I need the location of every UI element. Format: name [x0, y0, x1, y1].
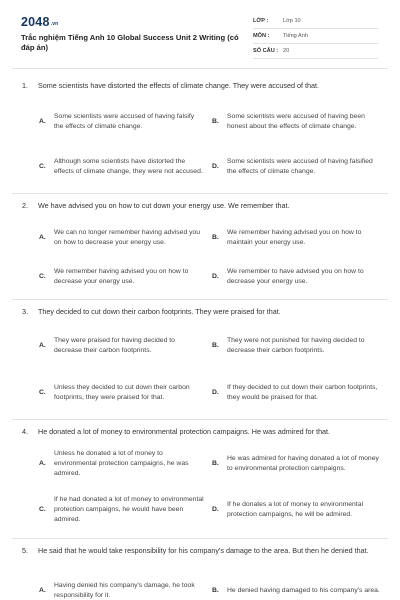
option-text: Some scientists were accused of having falsify the effects of climate change.: [54, 113, 195, 130]
option-b[interactable]: [212, 222, 384, 254]
question-number: 5.: [22, 546, 28, 555]
option-text: They were not punished for having decided to decrease their carbon footprints.: [227, 337, 365, 354]
site-logo[interactable]: [21, 15, 58, 29]
option-letter: A.: [39, 460, 46, 467]
info-row-subject: [253, 29, 378, 44]
question-prompt: Some scientists have distorted the effects of climate change. They were accused of that.: [38, 81, 319, 90]
logo-suffix: .vn: [50, 21, 59, 27]
option-letter: D.: [212, 273, 219, 280]
question-prompt: We have advised you on how to cut down your energy use. We remember that.: [38, 201, 290, 210]
info-row-grade: [253, 14, 378, 29]
question-text: [22, 306, 378, 317]
info-value: 20: [283, 48, 290, 54]
question-text: [22, 426, 378, 437]
option-c[interactable]: [39, 494, 209, 526]
option-letter: B.: [212, 234, 219, 241]
question-number: 4.: [22, 427, 28, 436]
info-value: Tiếng Anh: [283, 33, 308, 39]
page-title: Trắc nghiệm Tiếng Anh 10 Global Success Unit 2 Writing (có đáp án): [21, 33, 239, 52]
info-label: SỐ CÂU :: [253, 48, 279, 54]
question-prompt: He said that he would take responsibility for his company's damage to the area. But then he denied that.: [38, 546, 369, 555]
header: [0, 0, 400, 64]
option-b[interactable]: [212, 106, 384, 138]
option-text: If he had donated a lot of money to environmental protection campaigns, he would have been admired.: [54, 496, 204, 523]
option-d[interactable]: [212, 377, 384, 409]
option-letter: A.: [39, 234, 46, 241]
option-letter: B.: [212, 118, 219, 125]
option-d[interactable]: [212, 151, 384, 183]
divider: [12, 299, 388, 300]
option-letter: A.: [39, 587, 46, 594]
option-d[interactable]: [212, 266, 384, 288]
question-prompt: He donated a lot of money to environmental protection campaigns. He was admired for that.: [38, 427, 331, 436]
option-a[interactable]: [39, 448, 209, 480]
option-a[interactable]: [39, 581, 209, 600]
option-letter: B.: [212, 587, 219, 594]
question-text: [22, 80, 378, 91]
option-letter: C.: [39, 163, 46, 170]
info-row-question-count: [253, 44, 378, 59]
option-c[interactable]: [39, 377, 209, 409]
option-text: We remember having advised you on how to maintain your energy use.: [227, 229, 362, 246]
divider: [12, 193, 388, 194]
option-a[interactable]: [39, 330, 209, 362]
option-letter: C.: [39, 389, 46, 396]
info-label: LỚP :: [253, 18, 269, 24]
option-text: We can no longer remember having advised you on how to decrease your energy use.: [54, 229, 201, 246]
info-value: Lớp 10: [283, 18, 301, 24]
question-prompt: They decided to cut down their carbon footprints. They were praised for that.: [38, 307, 281, 316]
option-b[interactable]: [212, 448, 384, 480]
option-text: Some scientists were accused of having falsified the effects of climate change.: [227, 158, 373, 175]
option-text: Unless he donated a lot of money to environmental protection campaigns, he was admired.: [54, 450, 189, 477]
option-c[interactable]: [39, 266, 209, 288]
question-number: 1.: [22, 81, 28, 90]
option-text: We remember to have advised you on how to decrease your energy use.: [227, 268, 364, 285]
option-letter: A.: [39, 118, 46, 125]
divider: [12, 419, 388, 420]
logo-text: 2048: [21, 15, 50, 29]
option-letter: D.: [212, 389, 219, 396]
option-d[interactable]: [212, 494, 384, 526]
option-c[interactable]: [39, 151, 209, 183]
option-text: They were praised for having decided to decrease their carbon footprints.: [54, 337, 175, 354]
divider: [12, 538, 388, 539]
option-text: Unless they decided to cut down their carbon footprints, they were praised for that.: [54, 384, 190, 401]
option-text: He was admired for having donated a lot of money to environmental protection campaigns.: [227, 455, 379, 472]
option-text: Although some scientists have distorted the effects of climate change, they were not accused.: [54, 158, 203, 175]
option-letter: B.: [212, 460, 219, 467]
option-a[interactable]: [39, 106, 209, 138]
option-b[interactable]: [212, 581, 384, 600]
question-number: 3.: [22, 307, 28, 316]
question-number: 2.: [22, 201, 28, 210]
option-text: Some scientists were accused of having been honest about the effects of climate change.: [227, 113, 365, 130]
option-text: If they decided to cut down their carbon footprints, they would be praised for that.: [227, 384, 378, 401]
option-letter: D.: [212, 163, 219, 170]
option-letter: C.: [39, 273, 46, 280]
option-text: Having denied his company's damage, he took responsibility for it.: [54, 582, 195, 599]
option-b[interactable]: [212, 330, 384, 362]
option-letter: D.: [212, 506, 219, 513]
option-text: We remember having advised you on how to decrease your energy use.: [54, 268, 189, 285]
divider: [12, 68, 388, 69]
option-text: He denied having damaged to his company's area.: [227, 587, 380, 594]
option-letter: B.: [212, 342, 219, 349]
option-letter: C.: [39, 506, 46, 513]
option-letter: A.: [39, 342, 46, 349]
option-a[interactable]: [39, 222, 209, 254]
question-text: [22, 200, 378, 211]
option-text: If he donates a lot of money to environmental protection campaigns, he will be admired.: [227, 501, 364, 518]
question-text: [22, 545, 378, 556]
info-label: MÔN :: [253, 33, 270, 39]
